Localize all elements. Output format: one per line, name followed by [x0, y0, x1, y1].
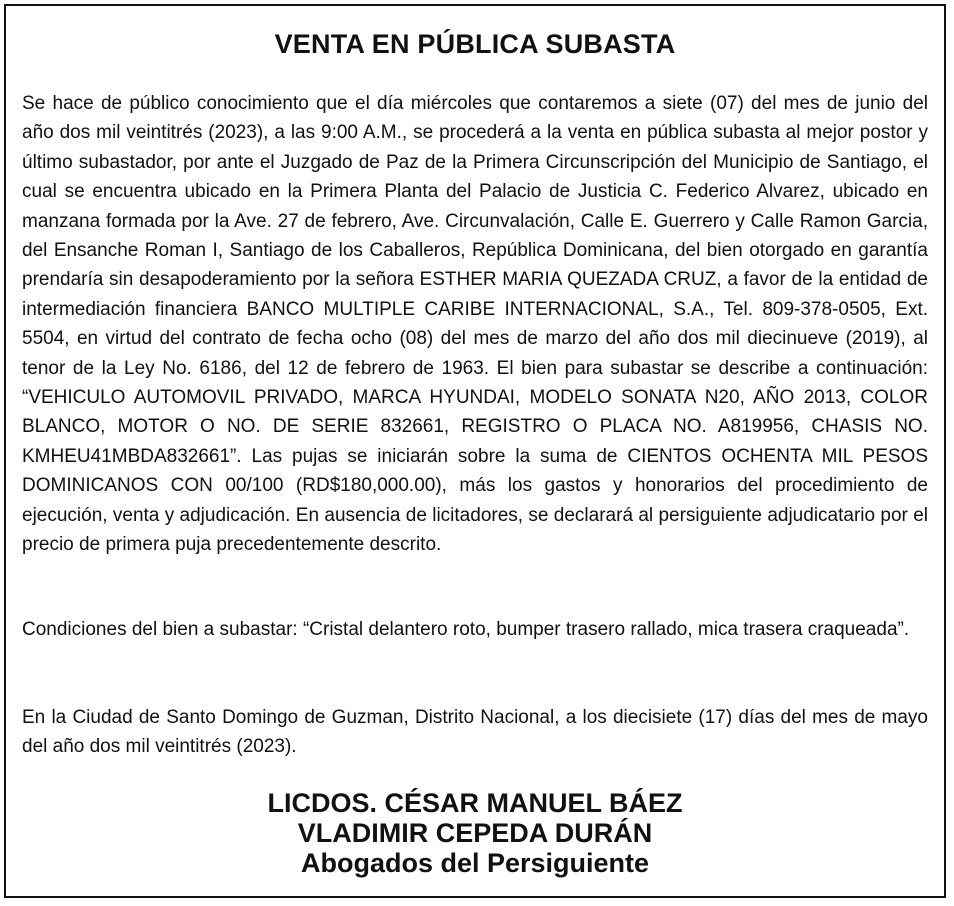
legal-notice	[4, 4, 946, 898]
signature-lawyer-1: LICDOS. CÉSAR MANUEL BÁEZ	[267, 788, 683, 818]
notice-title: VENTA EN PÚBLICA SUBASTA	[274, 29, 676, 59]
location-date-paragraph: En la Ciudad de Santo Domingo de Guzman, Distrito Nacional, a los diecisiete (17) días del mes de mayo del año dos mil veintitrés (2023).	[22, 707, 928, 758]
signature-role: Abogados del Persiguiente	[300, 848, 650, 878]
notice-body-paragraph: Se hace de público conocimiento que el día miércoles que contaremos a siete (07) del mes de junio del año dos mil veintitrés (2023), a las 9:00 A.M., se procederá a la venta en pública subasta al mejor postor y último subastador, por ante el Juzgado de Paz de la Primera Circunscripción del Municipio de Santiago, el cual se encuentra ubicado en la Primera Planta del Palacio de Justicia C. Federico Alvarez, ubicado en manzana formada por la Ave. 27 de febrero, Ave. Circunvalación, Calle E. Guerrero y Calle Ramon Garcia, del Ensanche Roman I, Santiago de los Caballeros, República Dominicana, del bien otorgado en garantía prendaría sin desapoderamiento por la señora ESTHER MARIA QUEZADA CRUZ, a favor de la entidad de intermediación financiera BANCO MULTIPLE CARIBE INTERNACIONAL, S.A., Tel. 809-378-0505, Ext. 5504, en virtud del contrato de fecha ocho (08) del mes de marzo del año dos mil diecinueve (2019), al tenor de la Ley No. 6186, del 12 de febrero de 1963. El bien para subastar se describe a continuación: “VEHICULO AUTOMOVIL PRIVADO, MARCA HYUNDAI, MODELO SONATA N20, AÑO 2013, COLOR BLANCO, MOTOR O NO. DE SERIE 832661, REGISTRO O PLACA NO. A819956, CHASIS NO. KMHEU41MBDA832661”. Las pujas se iniciarán sobre la suma de CIENTOS OCHENTA MIL PESOS DOMINICANOS CON 00/100 (RD$180,000.00), más los gastos y honorarios del procedimiento de ejecución, venta y adjudicación. En ausencia de licitadores, se declarará al persiguiente adjudicatario por el precio de primera puja precedentemente descrito.	[22, 93, 928, 556]
signature-block	[6, 788, 944, 878]
conditions-paragraph: Condiciones del bien a subastar: “Cristal delantero roto, bumper trasero rallado, mica trasera craqueada”.	[22, 619, 910, 640]
signature-lawyer-2: VLADIMIR CEPEDA DURÁN	[297, 818, 653, 848]
